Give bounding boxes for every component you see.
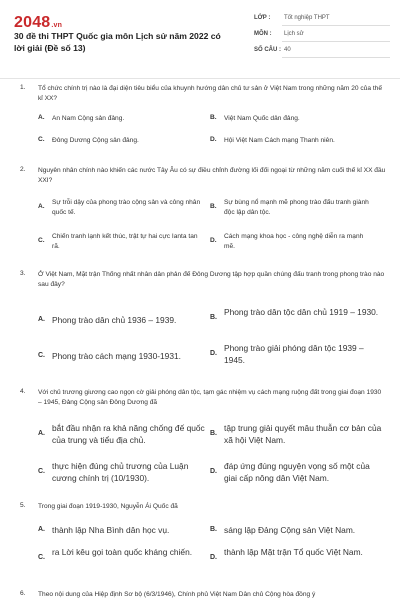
option-text: Cách mạng khoa học - công nghệ diễn ra mạnh mẽ. <box>224 233 364 250</box>
logo-suffix: .vn <box>51 22 63 29</box>
question-number: 3. <box>20 270 26 277</box>
meta-row-count <box>254 47 390 59</box>
meta-value: Tốt nghiệp THPT <box>284 15 330 21</box>
option-letter: D. <box>210 237 217 244</box>
document-header <box>0 0 400 79</box>
question-text: Trong giai đoạn 1919-1930, Nguyễn Ái Quốc đã <box>38 503 178 510</box>
option-text: Phong trào cách mạng 1930-1931. <box>52 351 181 361</box>
option-text: Phong trào dân chủ 1936 – 1939. <box>52 315 177 325</box>
option-letter: D. <box>210 350 217 357</box>
option-letter: B. <box>210 114 217 121</box>
option-text: Việt Nam Quốc dân đảng. <box>224 115 300 122</box>
question-text: Theo nội dung của Hiệp định Sơ bộ (6/3/1946), Chính phủ Việt Nam Dân chủ Cộng hòa đồng ý <box>38 591 316 598</box>
meta-row-subject <box>254 31 390 43</box>
meta-value: 40 <box>284 47 291 53</box>
meta-row-class <box>254 15 390 27</box>
option-text: bắt đầu nhận ra khả năng chống đế quốc của trung và tiểu địa chủ. <box>52 423 205 445</box>
question-4 <box>20 388 392 494</box>
question-text: Tổ chức chính trị nào là đại diện tiêu biểu của khuynh hướng dân chủ tư sản ở Việt Nam trong những năm 20 của thế kỉ XX? <box>38 85 382 102</box>
option-text: ra Lời kêu gọi toàn quốc kháng chiến. <box>52 547 193 557</box>
question-6 <box>20 590 392 600</box>
question-number: 4. <box>20 388 26 395</box>
option-letter: B. <box>210 526 217 533</box>
option-text: Đông Dương Cộng sản đảng. <box>52 137 139 144</box>
question-text: Ở Việt Nam, Mặt trận Thống nhất nhân dân phản đế Đông Dương tập hợp quần chúng đấu tranh trong phong trào nào sau đây? <box>38 271 385 288</box>
exam-meta <box>254 15 390 63</box>
option-letter: D. <box>210 136 217 143</box>
option-text: thành lập Mặt trận Tổ quốc Việt Nam. <box>224 547 363 557</box>
question-number: 1. <box>20 84 26 91</box>
question-text: Nguyên nhân chính nào khiến các nước Tây Âu có sự điều chỉnh đường lối đối ngoại từ những năm cuối thế kỉ XX đầu XXI? <box>38 167 386 184</box>
option-letter: B. <box>210 430 217 437</box>
meta-value: Lịch sử <box>284 31 304 37</box>
divider <box>282 25 390 26</box>
option-letter: D. <box>210 554 217 561</box>
meta-key: SỐ CÂU : <box>254 47 281 53</box>
question-number: 6. <box>20 590 26 597</box>
option-text: sáng lập Đảng Cộng sản Việt Nam. <box>224 525 356 535</box>
option-letter: C. <box>38 352 45 359</box>
question-2 <box>20 166 392 258</box>
option-text: Phong trào giải phóng dân tộc 1939 – 1945. <box>224 343 364 365</box>
option-text: Hội Việt Nam Cách mạng Thanh niên. <box>224 137 335 144</box>
option-letter: D. <box>210 468 217 475</box>
option-text: thành lập Nha Bình dân học vụ. <box>52 525 170 535</box>
question-number: 5. <box>20 502 26 509</box>
option-letter: B. <box>210 203 217 210</box>
divider <box>282 41 390 42</box>
option-letter: A. <box>38 114 45 121</box>
option-letter: C. <box>38 554 45 561</box>
logo-text: 2048 <box>14 14 51 31</box>
option-letter: C. <box>38 136 45 143</box>
option-letter: A. <box>38 203 45 210</box>
option-text: Sự bùng nổ mạnh mẽ phong trào đấu tranh giành độc lập dân tộc. <box>224 199 369 216</box>
question-number: 2. <box>20 166 26 173</box>
option-text: tập trung giải quyết mâu thuẫn cơ bản của xã hội Việt Nam. <box>224 423 382 445</box>
divider <box>282 57 390 58</box>
option-text: Chiến tranh lạnh kết thúc, trật tự hai cực Ianta tan rã. <box>52 233 198 250</box>
option-text: thực hiện đúng chủ trương của Luận cương chính trị (10/1930). <box>52 461 189 483</box>
option-letter: C. <box>38 237 45 244</box>
option-text: Sự trỗi dậy của phong trào cộng sản và công nhân quốc tế. <box>52 199 201 216</box>
option-text: đáp ứng đúng nguyện vọng số một của giai cấp nông dân Việt Nam. <box>224 461 370 483</box>
option-letter: A. <box>38 430 45 437</box>
question-5 <box>20 502 392 582</box>
option-text: An Nam Cộng sản đảng. <box>52 115 125 122</box>
option-letter: A. <box>38 316 45 323</box>
document-title: 30 đề thi THPT Quốc gia môn Lịch sử năm 2022 có lời giải (Đề số 13) <box>14 31 221 53</box>
option-text: Phong trào dân tộc dân chủ 1919 – 1930. <box>224 307 379 317</box>
question-1 <box>20 84 392 154</box>
option-letter: C. <box>38 468 45 475</box>
option-letter: B. <box>210 314 217 321</box>
meta-key: LỚP : <box>254 15 271 21</box>
question-text: Với chủ trương giương cao ngọn cờ giải phóng dân tộc, tạm gác nhiệm vụ cách mạng ruộng đất trong giai đoạn 1930 – 1945, Đảng Cộng sản Đông Dương đã <box>38 389 382 406</box>
question-3 <box>20 270 392 380</box>
meta-key: MÔN : <box>254 31 272 37</box>
option-letter: A. <box>38 526 45 533</box>
